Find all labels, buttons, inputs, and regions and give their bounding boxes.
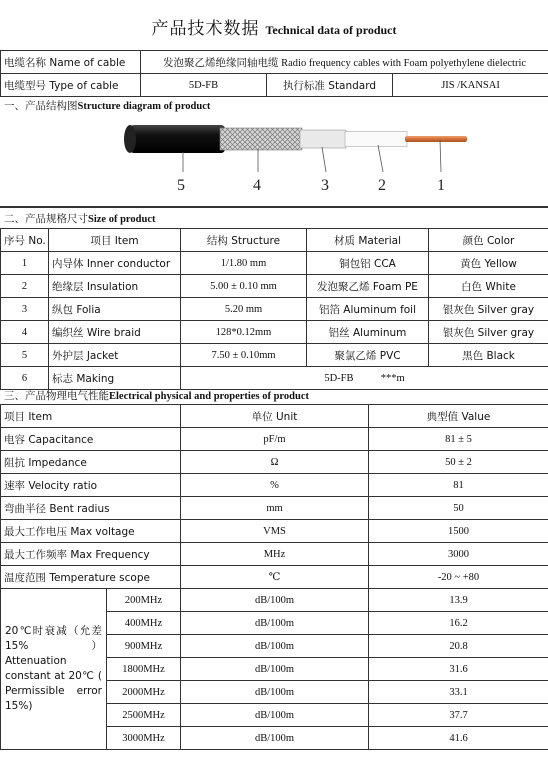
table-row bbox=[1, 298, 548, 321]
att-value: 16.2 bbox=[369, 612, 548, 635]
jacket-layer bbox=[124, 125, 225, 153]
size-color: 白色 White bbox=[429, 275, 548, 298]
att-freq: 3000MHz bbox=[107, 727, 181, 750]
marking-length: ***m bbox=[380, 372, 405, 384]
size-material: 铝箔 Aluminum foil bbox=[307, 298, 429, 321]
att-value: 41.6 bbox=[369, 727, 548, 750]
size-structure: 5.00 ± 0.10 mm bbox=[181, 275, 307, 298]
insulation-layer bbox=[345, 132, 407, 147]
elec-unit: mm bbox=[181, 497, 369, 520]
size-no: 6 bbox=[1, 367, 49, 390]
cable-type-label: 电缆型号 Type of cable bbox=[1, 74, 141, 97]
att-freq: 2500MHz bbox=[107, 704, 181, 727]
elec-value: 81 bbox=[369, 474, 548, 497]
elec-value: 3000 bbox=[369, 543, 548, 566]
table-row bbox=[1, 474, 548, 497]
attenuation-label: 20℃时衰减（允差15%） Attenuation constant at 20℃ ( Permissible error 15%) bbox=[1, 589, 107, 750]
elec-unit: Ω bbox=[181, 451, 369, 474]
section-structure-en: Structure diagram of product bbox=[77, 101, 211, 112]
size-header-item: 项目 Item bbox=[49, 229, 181, 252]
table-row bbox=[1, 344, 548, 367]
size-item: 绝缘层 Insulation bbox=[49, 275, 181, 298]
size-header-structure: 结构 Structure bbox=[181, 229, 307, 252]
size-table-header bbox=[1, 229, 548, 252]
elec-value: 50 ± 2 bbox=[369, 451, 548, 474]
cable-structure-diagram bbox=[0, 112, 548, 207]
att-value: 37.7 bbox=[369, 704, 548, 727]
att-unit: dB/100m bbox=[181, 681, 369, 704]
elec-unit: MHz bbox=[181, 543, 369, 566]
size-item: 内导体 Inner conductor bbox=[49, 252, 181, 275]
inner-conductor bbox=[405, 136, 467, 142]
size-structure: 1/1.80 mm bbox=[181, 252, 307, 275]
standard-value: JIS /KANSAI bbox=[393, 74, 548, 97]
title-cn: 产品技术数据 bbox=[151, 19, 260, 39]
size-material: 发泡聚乙烯 Foam PE bbox=[307, 275, 429, 298]
elec-value: 50 bbox=[369, 497, 548, 520]
elec-item: 弯曲半径 Bent radius bbox=[1, 497, 181, 520]
diagram-label-5: 5 bbox=[177, 177, 185, 194]
table-row bbox=[1, 566, 548, 589]
section-electrical-heading bbox=[4, 388, 309, 403]
size-no: 5 bbox=[1, 344, 49, 367]
att-freq: 400MHz bbox=[107, 612, 181, 635]
size-table bbox=[0, 228, 548, 390]
elec-item: 阻抗 Impedance bbox=[1, 451, 181, 474]
table-row bbox=[1, 367, 548, 390]
size-color: 黄色 Yellow bbox=[429, 252, 548, 275]
elec-item: 最大工作电压 Max voltage bbox=[1, 520, 181, 543]
att-freq: 200MHz bbox=[107, 589, 181, 612]
header-table bbox=[0, 50, 548, 97]
elec-unit: VMS bbox=[181, 520, 369, 543]
table-row bbox=[1, 497, 548, 520]
marking-text: 5D-FB bbox=[324, 372, 354, 384]
diagram-label-4: 4 bbox=[253, 177, 261, 194]
size-structure: 7.50 ± 0.10mm bbox=[181, 344, 307, 367]
section-electrical-cn: 三、产品物理电气性能 bbox=[4, 390, 109, 402]
table-row bbox=[1, 520, 548, 543]
foil-layer bbox=[300, 130, 346, 148]
diagram-label-3: 3 bbox=[321, 177, 329, 194]
size-color: 银灰色 Silver gray bbox=[429, 298, 548, 321]
elec-item: 电容 Capacitance bbox=[1, 428, 181, 451]
size-header-material: 材质 Material bbox=[307, 229, 429, 252]
size-no: 4 bbox=[1, 321, 49, 344]
table-row bbox=[1, 275, 548, 298]
braid-layer bbox=[220, 128, 302, 150]
elec-unit: pF/m bbox=[181, 428, 369, 451]
section-size-en: Size of product bbox=[88, 214, 156, 225]
elec-value: -20 ~ +80 bbox=[369, 566, 548, 589]
size-header-color: 颜色 Color bbox=[429, 229, 548, 252]
section-electrical-en: Electrical physical and properties of product bbox=[109, 391, 309, 402]
cable-type-value: 5D-FB bbox=[141, 74, 267, 97]
att-freq: 900MHz bbox=[107, 635, 181, 658]
size-no: 1 bbox=[1, 252, 49, 275]
table-row bbox=[1, 252, 548, 275]
diagram-label-1: 1 bbox=[437, 177, 445, 194]
att-unit: dB/100m bbox=[181, 704, 369, 727]
cable-name-label: 电缆名称 Name of cable bbox=[1, 51, 141, 74]
elec-unit: % bbox=[181, 474, 369, 497]
elec-item: 温度范围 Temperature scope bbox=[1, 566, 181, 589]
size-item: 纵包 Folia bbox=[49, 298, 181, 321]
elec-table-header bbox=[1, 405, 548, 428]
att-unit: dB/100m bbox=[181, 612, 369, 635]
att-value: 31.6 bbox=[369, 658, 548, 681]
table-row bbox=[1, 321, 548, 344]
standard-label: 执行标准 Standard bbox=[267, 74, 393, 97]
table-row bbox=[1, 451, 548, 474]
size-material: 铝丝 Aluminum bbox=[307, 321, 429, 344]
elec-unit: ℃ bbox=[181, 566, 369, 589]
size-color: 黑色 Black bbox=[429, 344, 548, 367]
att-unit: dB/100m bbox=[181, 658, 369, 681]
size-header-no: 序号 No. bbox=[1, 229, 49, 252]
size-item: 编织丝 Wire braid bbox=[49, 321, 181, 344]
size-color: 银灰色 Silver gray bbox=[429, 321, 548, 344]
att-freq: 1800MHz bbox=[107, 658, 181, 681]
size-item: 外护层 Jacket bbox=[49, 344, 181, 367]
size-material: 聚氯乙烯 PVC bbox=[307, 344, 429, 367]
size-item: 标志 Making bbox=[49, 367, 181, 390]
electrical-table bbox=[0, 404, 548, 750]
att-value: 13.9 bbox=[369, 589, 548, 612]
att-unit: dB/100m bbox=[181, 635, 369, 658]
size-structure: 5.20 mm bbox=[181, 298, 307, 321]
section-structure-cn: 一、产品结构图 bbox=[4, 100, 78, 112]
cable-name-value: 发泡聚乙烯绝缘同轴电缆 Radio frequency cables with Foam polyethylene dielectric bbox=[141, 51, 548, 74]
att-freq: 2000MHz bbox=[107, 681, 181, 704]
elec-item: 速率 Velocity ratio bbox=[1, 474, 181, 497]
elec-item: 最大工作频率 Max Frequency bbox=[1, 543, 181, 566]
divider bbox=[0, 206, 548, 208]
size-no: 3 bbox=[1, 298, 49, 321]
size-no: 2 bbox=[1, 275, 49, 298]
att-unit: dB/100m bbox=[181, 589, 369, 612]
elec-value: 1500 bbox=[369, 520, 548, 543]
diagram-label-2: 2 bbox=[378, 177, 386, 194]
section-structure-heading bbox=[4, 98, 210, 113]
title-en: Technical data of product bbox=[265, 23, 397, 37]
size-material: 铜包铝 CCA bbox=[307, 252, 429, 275]
table-row bbox=[1, 543, 548, 566]
table-row bbox=[1, 589, 548, 612]
elec-header-item: 项目 Item bbox=[1, 405, 181, 428]
att-value: 33.1 bbox=[369, 681, 548, 704]
elec-header-value: 典型值 Value bbox=[369, 405, 548, 428]
elec-value: 81 ± 5 bbox=[369, 428, 548, 451]
table-row bbox=[1, 428, 548, 451]
marking-value bbox=[181, 367, 548, 390]
section-size-cn: 二、产品规格尺寸 bbox=[4, 213, 88, 225]
page-title bbox=[0, 14, 548, 39]
elec-header-unit: 单位 Unit bbox=[181, 405, 369, 428]
att-value: 20.8 bbox=[369, 635, 548, 658]
att-unit: dB/100m bbox=[181, 727, 369, 750]
size-structure: 128*0.12mm bbox=[181, 321, 307, 344]
section-size-heading bbox=[4, 211, 155, 226]
